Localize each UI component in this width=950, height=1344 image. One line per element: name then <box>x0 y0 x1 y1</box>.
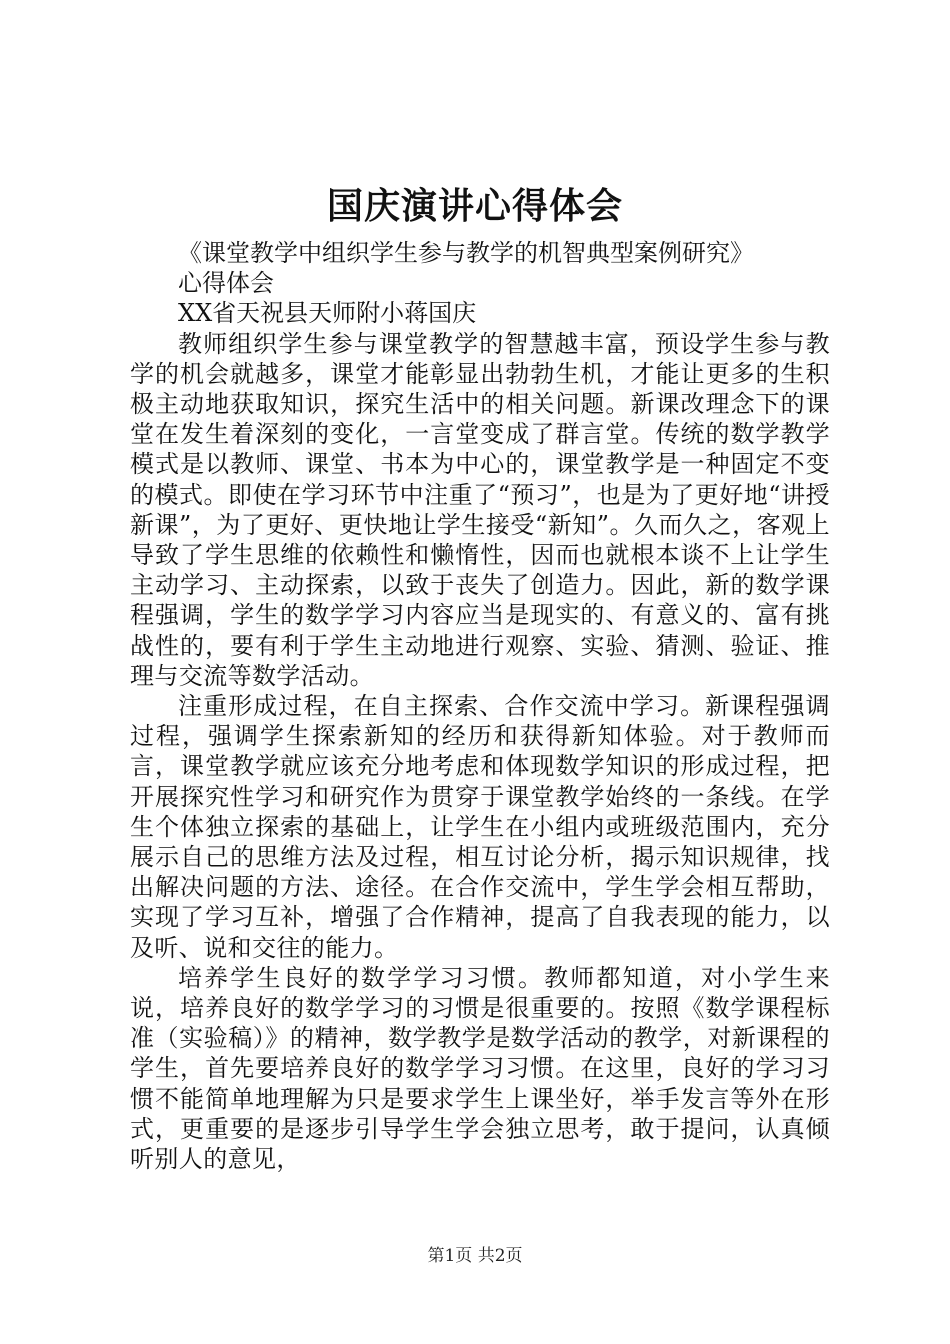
document-body <box>130 238 830 1174</box>
document-title: 国庆演讲心得体会 <box>326 186 623 227</box>
paragraph-2: 注重形成过程，在自主探索、合作交流中学习。新课程强调过程，强调学生探索新知的经历和获得新知体验。对于教师而言，课堂教学就应该充分地考虑和体现数学知识的形成过程，把开展探究性学习和研究作为贯穿于课堂教学始终的一条线。在学生个体独立探索的基础上，让学生在小组内或班级范围内，充分展示自己的思维方法及过程，相互讨论分析，揭示知识规律，找出解决问题的方法、途径。在合作交流中，学生学会相互帮助，实现了学习互补，增强了合作精神，提高了自我表现的能力，以及听、说和交往的能力。 <box>130 692 830 962</box>
subtitle-line-2: 心得体会 <box>178 269 274 298</box>
paragraph-1: 教师组织学生参与课堂教学的智慧越丰富，预设学生参与教学的机会就越多，课堂才能彰显出勃勃生机，才能让更多的生积极主动地获取知识，探究生活中的相关问题。新课改理念下的课堂在发生着深刻的变化，一言堂变成了群言堂。传统的数学教学模式是以教师、课堂、书本为中心的，课堂教学是一种固定不变的模式。即使在学习环节中注重了“预习”，也是为了更好地“讲授新课”，为了更好、更快地让学生接受“新知”。久而久之，客观上导致了学生思维的依赖性和懒惰性，因而也就根本谈不上让学生主动学习、主动探索，以致于丧失了创造力。因此，新的数学课程强调，学生的数学学习内容应当是现实的、有意义的、富有挑战性的，要有利于学生主动地进行观察、实验、猜测、验证、推理与交流等数学活动。 <box>130 329 830 690</box>
paragraph-3: 培养学生良好的数学学习习惯。教师都知道，对小学生来说，培养良好的数学学习的习惯是很重要的。按照《数学课程标准（实验稿）》的精神，数学教学是数学活动的教学，对新课程的学生，首先要培养良好的数学学习习惯。在这里，良好的学习习惯不能简单地理解为只是要求学生上课坐好，举手发言等外在形式，更重要的是逐步引导学生学会独立思考，敢于提问，认真倾听别人的意见， <box>130 963 830 1174</box>
author-line: XX省天祝县天师附小蒋国庆 <box>178 299 477 328</box>
page-number-footer: 第1页 共2页 <box>427 1246 523 1266</box>
subtitle-line: 《课堂教学中组织学生参与教学的机智典型案例研究》 <box>178 239 754 267</box>
